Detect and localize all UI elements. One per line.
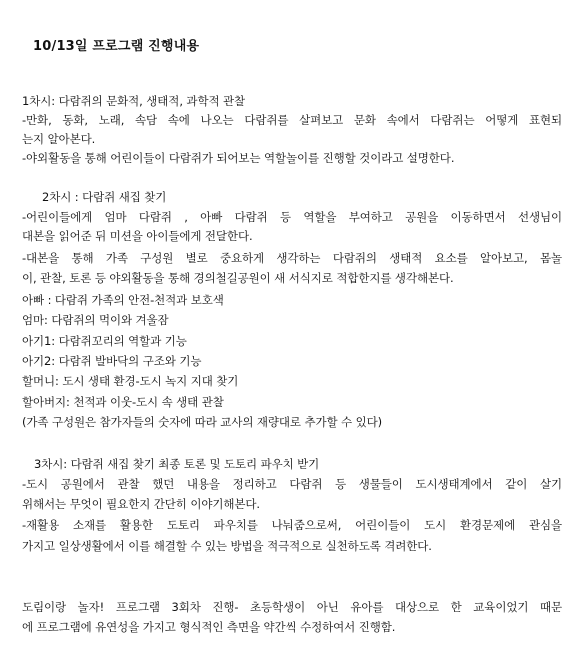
page-title: 10/13일 프로그램 진행내용	[33, 39, 200, 54]
role-item: 엄마: 다람쥐의 먹이와 겨울잠	[22, 313, 169, 327]
role-item: 아기1: 다람쥐꼬리의 역할과 기능	[22, 334, 187, 348]
session2-paragraph2-line1: -대본을 통해 가족 구성원 별로 중요하게 생각하는 다람쥐의 생태적 요소를 알아보고, 몸놀	[22, 251, 562, 265]
role-item: 아기2: 다람쥐 발바닥의 구조와 기능	[22, 354, 202, 368]
session2-paragraph1-line2: 대본을 읽어준 뒤 미션을 아이들에게 전달한다.	[22, 229, 253, 243]
session2-paragraph1-line1: -어린이들에게 엄마 다람쥐 , 아빠 다람쥐 등 역할을 부여하고 공원을 이동하면서 선생님이	[22, 210, 562, 224]
session1-paragraph2: -야외활동을 통해 어린이들이 다람쥐가 되어보는 역할놀이를 진행할 것이라고 설명한다.	[22, 151, 455, 165]
session3-heading: 3차시: 다람쥐 새집 찾기 최종 토론 및 도토리 파우치 받기	[34, 457, 320, 471]
session1-paragraph1-line2: 는지 알아본다.	[22, 132, 96, 146]
role-item: 아빠 : 다람쥐 가족의 안전-천적과 보호색	[22, 293, 224, 307]
role-item: 할머니: 도시 생태 환경-도시 녹지 지대 찾기	[22, 374, 239, 388]
session3-paragraph2-line2: 가지고 일상생활에서 이를 해결할 수 있는 방법을 적극적으로 실천하도록 격려한다.	[22, 539, 432, 553]
role-item: 할아버지: 천적과 이웃-도시 속 생태 관찰	[22, 395, 224, 409]
closing-line1: 도림이랑 놀자! 프로그램 3회차 진행- 초등학생이 아닌 유아를 대상으로 한 교육이었기 때문	[22, 600, 562, 614]
session3-paragraph2-line1: -재활용 소재를 활용한 도토리 파우치를 나눠줌으로써, 어린이들이 도시 환경문제에 관심을	[22, 518, 562, 532]
session2-heading: 2차시 : 다람쥐 새집 찾기	[42, 190, 167, 204]
session3-paragraph1-line1: -도시 공원에서 관찰 했던 내용을 정리하고 다람쥐 등 생물들이 도시생태계에서 같이 살기	[22, 477, 562, 491]
session1-paragraph1-line1: -만화, 동화, 노래, 속담 속에 나오는 다람쥐를 살펴보고 문화 속에서 다람쥐는 어떻게 표현되	[22, 113, 562, 127]
closing-line2: 에 프로그램에 유연성을 가지고 형식적인 측면을 약간씩 수정하여서 진행함.	[22, 620, 396, 634]
session3-paragraph1-line2: 위해서는 무엇이 필요한지 간단히 이야기해본다.	[22, 497, 260, 511]
session2-note: (가족 구성원은 참가자들의 숫자에 따라 교사의 재량대로 추가할 수 있다)	[22, 415, 383, 429]
session2-paragraph2-line2: 이, 관찰, 토론 등 야외활동을 통해 경의철길공원이 새 서식지로 적합한지를 생각해본다.	[22, 271, 454, 285]
session1-heading: 1차시: 다람쥐의 문화적, 생태적, 과학적 관찰	[22, 94, 246, 108]
